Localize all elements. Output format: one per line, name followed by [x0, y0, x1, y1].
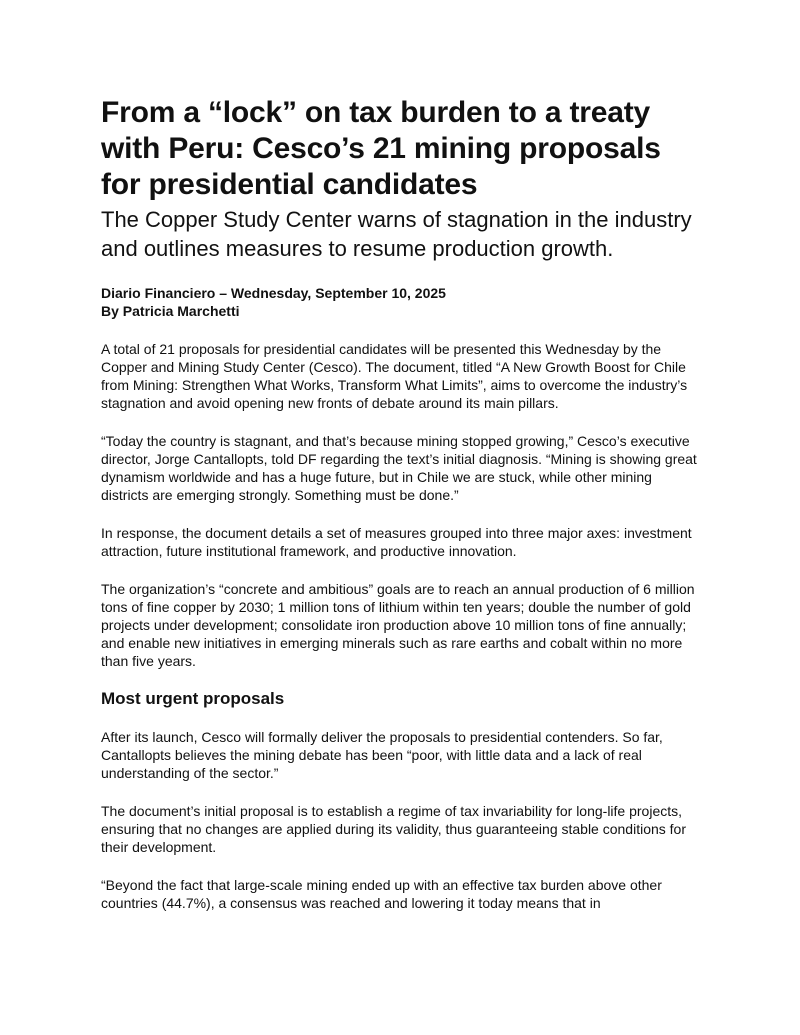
paragraph: The organization’s “concrete and ambitious” goals are to reach an annual production of 6 million tons of fine copper by 2030; 1 million tons of lithium within ten years; double the number of gold projects under development; consolidate iron production above 10 million tons of fine annually; and enable new initiatives in emerging minerals such as rare earths and cobalt within no more than five years. [101, 581, 695, 669]
byline: By Patricia Marchetti [101, 303, 240, 319]
subheadline: The Copper Study Center warns of stagnation in the industry and outlines measures to resume production growth. [101, 207, 692, 261]
article-meta [101, 284, 701, 320]
paragraph: In response, the document details a set of measures grouped into three major axes: investment attraction, future institutional framework, and productive innovation. [101, 525, 692, 559]
paragraph: After its launch, Cesco will formally deliver the proposals to presidential contenders. So far, Cantallopts believes the mining debate has been “poor, with little data and a lack of real understanding of the sector.” [101, 729, 663, 781]
article [101, 95, 701, 912]
paragraph: “Beyond the fact that large-scale mining ended up with an effective tax burden above other countries (44.7%), a consensus was reached and lowering it today means that in [101, 877, 662, 911]
dateline: Diario Financiero – Wednesday, September 10, 2025 [101, 285, 446, 301]
paragraph: A total of 21 proposals for presidential candidates will be presented this Wednesday by the Copper and Mining Study Center (Cesco). The document, titled “A New Growth Boost for Chile from Mining: Strengthen What Works, Transform What Limits”, aims to overcome the industry’s stagnation and avoid opening new fronts of debate around its main pillars. [101, 341, 688, 411]
section-heading: Most urgent proposals [101, 689, 285, 708]
paragraph: “Today the country is stagnant, and that’s because mining stopped growing,” Cesco’s executive director, Jorge Cantallopts, told DF regarding the text’s initial diagnosis. “Mining is showing great dynamism worldwide and has a huge future, but in Chile we are stuck, while other mining districts are emerging strongly. Something must be done.” [101, 433, 697, 503]
headline: From a “lock” on tax burden to a treaty with Peru: Cesco’s 21 mining proposals for presidential candidates [101, 96, 661, 201]
paragraph: The document’s initial proposal is to establish a regime of tax invariability for long-life projects, ensuring that no changes are applied during its validity, thus guaranteeing stable conditions for their development. [101, 803, 687, 855]
